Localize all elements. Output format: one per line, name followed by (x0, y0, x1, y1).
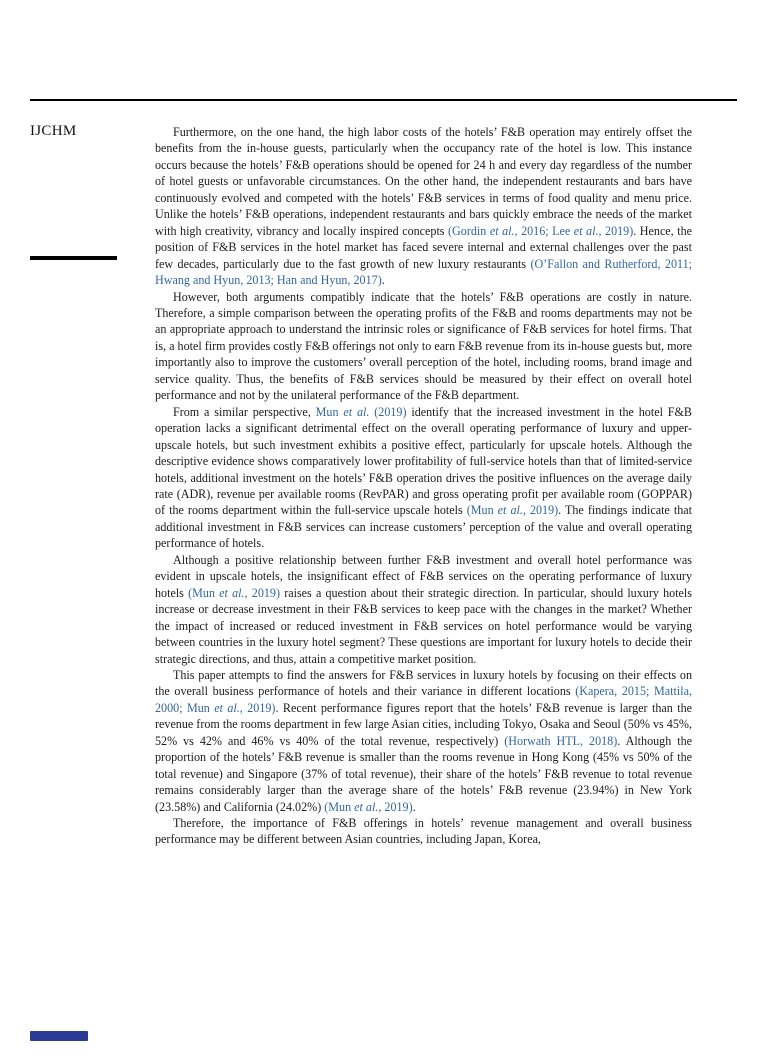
text-segment: . Although the proportion of the hotels’ F&B revenue is smaller than the rooms revenue in Hong Kong (45% vs 50% of the total revenue) and Singapore (37% of total revenue), their share of the hotels’ F&B revenue to total revenue remains considerably larger than the average share of the hotels’ F&B revenue (23.94%) in New York (23.58%) and California (24.02%) (155, 733, 693, 814)
citation-link[interactable]: et al. (343, 404, 370, 419)
citation-link[interactable]: et al. (354, 799, 379, 814)
citation-link[interactable]: , 2019) (244, 585, 280, 600)
text-segment: This paper attempts to find the answers for F&B services in luxury hotels by focusing on their effects on the overall business performance of hotels and their variance in different locations (155, 667, 692, 699)
bottom-left-marker (30, 1031, 88, 1041)
text-segment: identify that the increased investment in the hotel F&B operation lacks a significant detrimental effect on the overall operating performance of luxury and upper-upscale hotels, but such investment exhibits a positive effect, particularly for upscale hotels. Although the descriptive evidence shows comparatively lower profitability of full-service hotels than that of limited-service hotels, additional investment on the hotels’ F&B operation drives the positive influences on the average daily rate (ADR), revenue per available rooms (RevPAR) and gross operating profit per available room (GOPPAR) of the rooms department within the full-service upscale hotels (155, 404, 692, 518)
paragraph (155, 289, 692, 404)
citation-link[interactable]: (O’Fallon and Rutherford, 2011; Hwang and Hyun, 2013; Han and Hyun, 2017) (155, 256, 692, 288)
citation-link[interactable]: Mun (315, 404, 344, 419)
text-segment: . (412, 799, 416, 814)
citation-link[interactable]: , 2019) (239, 700, 276, 715)
citation-link[interactable]: , 2016; Lee (514, 223, 574, 238)
paragraph (155, 404, 692, 552)
text-segment: . Recent performance figures report that the hotels’ F&B revenue is larger than the revenue from the rooms department in few large Asian cities, including Tokyo, Osaka and Seoul (50% vs 45%, 52% vs 42% and 46% vs 40% of the total revenue, respectively) (155, 700, 692, 748)
citation-link[interactable]: (Mun (466, 503, 498, 518)
citation-link[interactable]: (2019) (369, 404, 407, 419)
text-segment: Although a positive relationship between further F&B investment and overall hotel performance was evident in upscale hotels, the insignificant effect of F&B services on the operating performance of luxury hotels (155, 552, 692, 600)
header-rule (30, 99, 737, 101)
text-segment: . Hence, the position of F&B services in the hotel market has faced severe internal and external challenges over the past few decades, particularly due to the fast growth of new luxury restaurants (155, 223, 692, 271)
margin-rule (30, 256, 117, 260)
text-segment: raises a question about their strategic direction. In particular, should luxury hotels increase or decrease investment in their F&B services to keep pace with the changes in the market? Whether the impact of increased or reduced investment in F&B services on hotel performance would be varying between countries in the luxury hotel segment? These questions are important for luxury hotels to decide their strategic directions, and thus, attain a competitive market position. (155, 585, 692, 666)
citation-link[interactable]: et al. (219, 585, 245, 600)
citation-link[interactable]: et al. (573, 223, 599, 238)
text-segment: Therefore, the importance of F&B offerings in hotels’ revenue management and overall business performance may be different between Asian countries, including Japan, Korea, (155, 816, 692, 847)
citation-link[interactable]: (Gordin (448, 223, 490, 238)
citation-link[interactable]: (Mun (188, 585, 220, 600)
article-body (155, 124, 692, 848)
text-segment: However, both arguments compatibly indicate that the hotels’ F&B operations are costly in nature. Therefore, a simple comparison between the operating profits of the F&B and rooms departments may not be an appropriate approach to understand the intrinsic roles or significance of F&B services for hotel firms. That is, a hotel firm provides costly F&B offerings not only to earn F&B revenue from its in-house guests but, more importantly also to improve the customers’ overall perception of the hotel, including rooms, brand image and service quality. Thus, the benefits of F&B services should be measured by their effect on overall hotel performance and not by the unilateral performance of the F&B department. (155, 289, 692, 403)
text-segment: . The findings indicate that additional investment in F&B services can increase customers’ perception of the value and overall operating performance of hotels. (155, 503, 692, 551)
text-segment: From a similar perspective, (173, 404, 316, 419)
citation-link[interactable]: et al. (489, 223, 515, 238)
citation-link[interactable]: , 2019) (522, 503, 559, 518)
text-segment: Furthermore, on the one hand, the high labor costs of the hotels’ F&B operation may entirely offset the benefits from the in-house guests, particularly when the occupancy rate of the hotel is low. This instance occurs because the hotels’ F&B operations should be opened for 24 h and every day regardless of the number of hotel guests or unfavorable circumstances. On the other hand, the independent restaurants and bars have continuously evolved and competed with the hotels’ F&B services in terms of food quality and menu price. Unlike the hotels’ F&B operations, independent restaurants and bars quickly embrace the needs of the market with high creativity, vibrancy and locally inspired concepts (155, 125, 692, 238)
citation-link[interactable]: , 2019) (378, 799, 413, 814)
citation-link[interactable]: (Mun (324, 799, 355, 814)
text-segment: . (381, 273, 385, 288)
citation-link[interactable]: (Kapera, 2015; Mattila, 2000; Mun (155, 684, 692, 715)
journal-label: IJCHM (30, 123, 77, 139)
citation-link[interactable]: (Horwath HTL, 2018) (504, 733, 618, 748)
paragraph (155, 552, 692, 667)
paragraph (155, 124, 692, 289)
paragraph (155, 815, 692, 848)
paragraph (155, 667, 692, 815)
citation-link[interactable]: , 2019) (598, 223, 634, 238)
citation-link[interactable]: et al. (497, 503, 523, 518)
citation-link[interactable]: et al. (214, 700, 240, 715)
